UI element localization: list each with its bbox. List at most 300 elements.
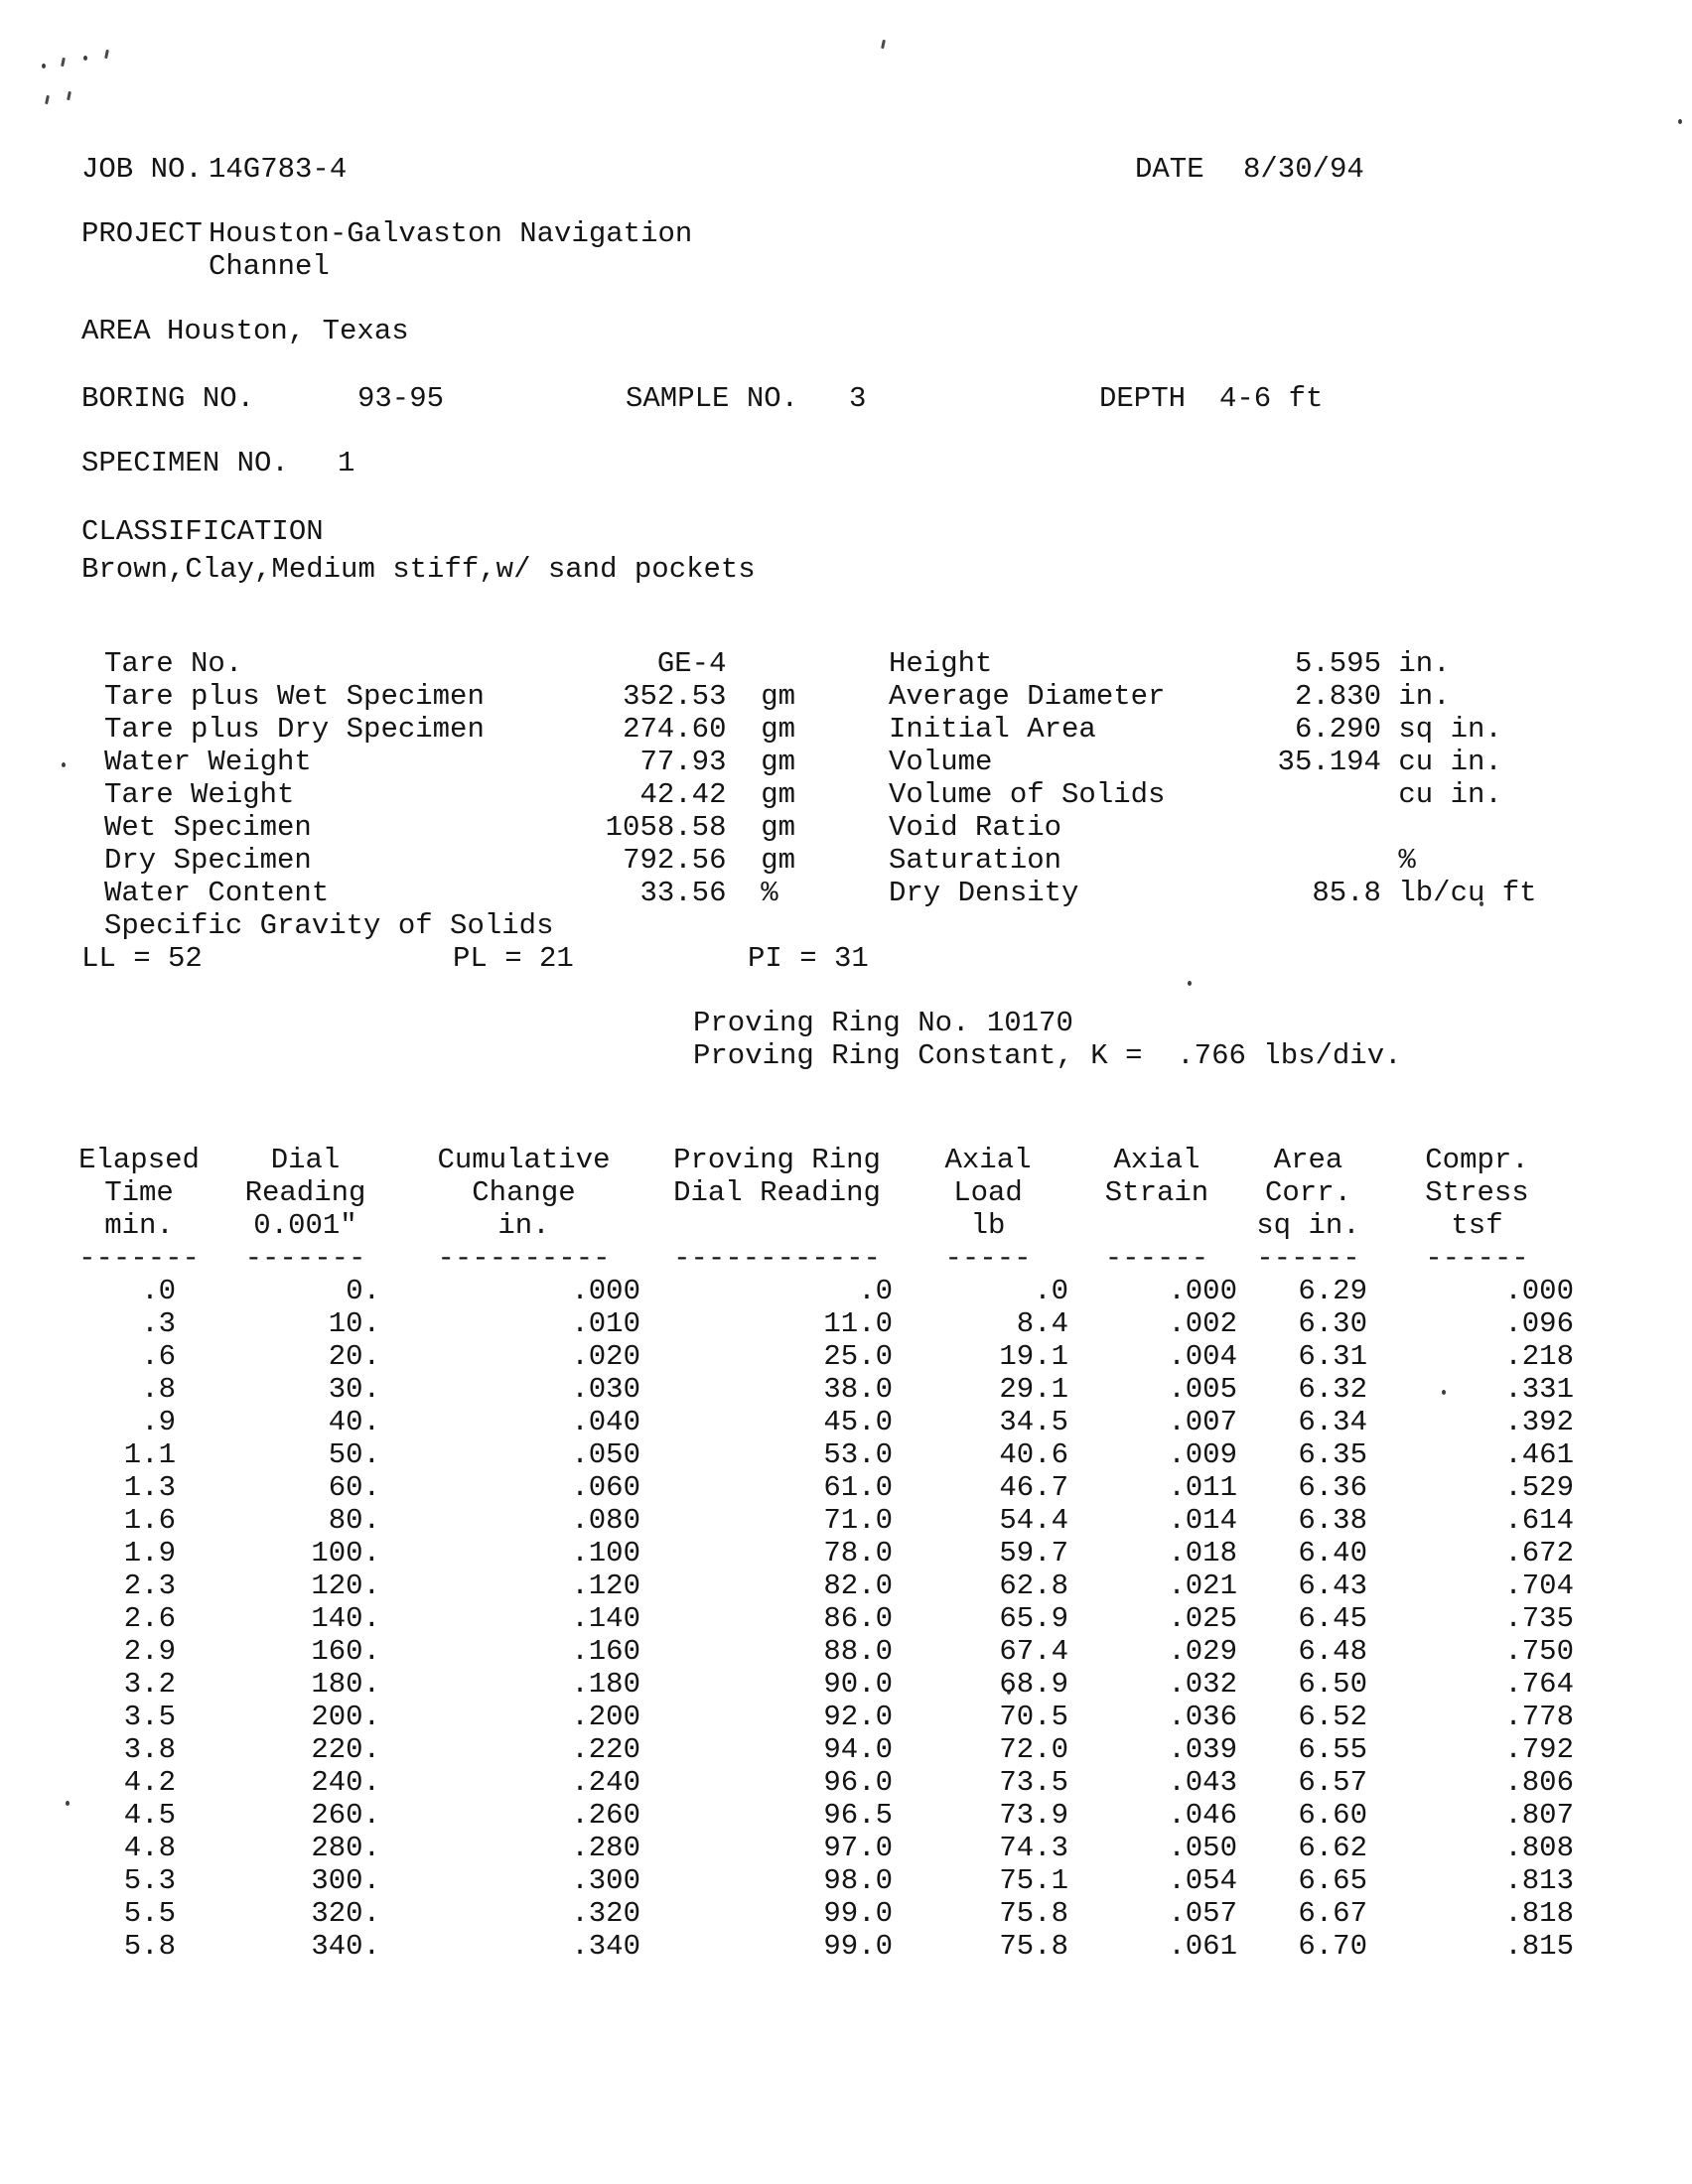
- table-row: [65, 1799, 1579, 1832]
- table-cell: 59.7: [999, 1537, 1068, 1570]
- table-separator-row: [65, 1242, 1579, 1275]
- table-cell: 6.60: [1298, 1799, 1367, 1832]
- table-cell: .060: [571, 1471, 640, 1504]
- table-cell: 92.0: [823, 1701, 893, 1733]
- table-cell: .080: [571, 1504, 640, 1537]
- table-cell: .735: [1504, 1602, 1574, 1635]
- table-cell: 80.: [328, 1504, 380, 1537]
- table-cell: .704: [1504, 1570, 1574, 1602]
- table-row: [65, 1701, 1579, 1733]
- measurement-row: [889, 647, 1537, 680]
- table-cell: .061: [1168, 1930, 1237, 1963]
- proving-ring-no-label: Proving Ring No.: [693, 1007, 970, 1039]
- table-cell: .280: [571, 1832, 640, 1864]
- sample-no-label: SAMPLE NO.: [626, 382, 799, 415]
- table-cell: 73.9: [999, 1799, 1068, 1832]
- table-cell: 6.38: [1298, 1504, 1367, 1537]
- table-cell: .011: [1168, 1471, 1237, 1504]
- table-cell: .160: [571, 1635, 640, 1668]
- measurement-value: [1165, 811, 1381, 844]
- table-cell: 45.0: [823, 1406, 893, 1438]
- table-cell: 6.34: [1298, 1406, 1367, 1438]
- table-separator-cell: -----: [944, 1242, 1032, 1275]
- table-header-cell: Reading: [244, 1176, 366, 1209]
- project-value-line1: Houston-Galvaston Navigation: [209, 217, 693, 250]
- table-cell: 71.0: [823, 1504, 893, 1537]
- table-cell: 96.0: [823, 1766, 893, 1799]
- measurement-label: Saturation: [889, 844, 1062, 877]
- table-cell: 73.5: [999, 1766, 1068, 1799]
- table-cell: .461: [1504, 1438, 1574, 1471]
- table-cell: .120: [571, 1570, 640, 1602]
- table-cell: 200.: [311, 1701, 380, 1733]
- scan-speck: [67, 91, 71, 100]
- table-cell: .040: [571, 1406, 640, 1438]
- table-cell: 1.9: [123, 1537, 176, 1570]
- table-separator-cell: -------: [244, 1242, 366, 1275]
- table-cell: .529: [1504, 1471, 1574, 1504]
- table-cell: .218: [1504, 1340, 1574, 1373]
- measurement-label: Dry Specimen: [104, 844, 312, 877]
- measurement-value: [1165, 844, 1381, 877]
- measurement-unit: gm: [761, 811, 796, 844]
- table-cell: 0.: [346, 1275, 380, 1307]
- measurement-unit: cu in.: [1398, 778, 1502, 811]
- table-cell: 100.: [311, 1537, 380, 1570]
- measurement-label: Water Content: [104, 877, 330, 909]
- measurement-unit: gm: [761, 680, 796, 713]
- table-header-cell: Time: [104, 1176, 174, 1209]
- pl-group: [453, 942, 574, 975]
- measurement-unit: in.: [1398, 680, 1451, 713]
- table-cell: .815: [1504, 1930, 1574, 1963]
- table-separator-cell: ------: [1425, 1242, 1529, 1275]
- table-header-row: [65, 1144, 1579, 1176]
- date-value: 8/30/94: [1243, 153, 1364, 186]
- table-cell: .200: [571, 1701, 640, 1733]
- measurement-value: [1165, 778, 1381, 811]
- measurements-left-column: [104, 647, 795, 942]
- table-header-cell: Load: [953, 1176, 1023, 1209]
- table-cell: 220.: [311, 1733, 380, 1766]
- measurement-value: [553, 909, 726, 942]
- table-cell: .340: [571, 1930, 640, 1963]
- table-row: [65, 1864, 1579, 1897]
- table-cell: 90.0: [823, 1668, 893, 1701]
- measurement-value: 6.290: [1294, 713, 1381, 746]
- table-cell: 6.40: [1298, 1537, 1367, 1570]
- table-header-cell: in.: [497, 1209, 550, 1242]
- table-cell: 2.9: [123, 1635, 176, 1668]
- table-cell: .792: [1504, 1733, 1574, 1766]
- scan-speck: [1678, 119, 1682, 124]
- measurement-unit: gm: [761, 713, 796, 746]
- table-cell: .614: [1504, 1504, 1574, 1537]
- table-header-cell: Compr.: [1425, 1144, 1529, 1176]
- table-cell: 180.: [311, 1668, 380, 1701]
- table-cell: .0: [858, 1275, 893, 1307]
- table-row: [65, 1438, 1579, 1471]
- table-cell: .039: [1168, 1733, 1237, 1766]
- proving-ring-no-value: 10170: [986, 1007, 1073, 1039]
- table-cell: 94.0: [823, 1733, 893, 1766]
- table-cell: 140.: [311, 1602, 380, 1635]
- table-header-cell: Axial: [1113, 1144, 1200, 1176]
- table-separator-cell: ------------: [673, 1242, 881, 1275]
- measurement-label: Initial Area: [889, 713, 1096, 746]
- measurement-unit: %: [1398, 844, 1416, 877]
- classification-value: Brown,Clay,Medium stiff,w/ sand pockets: [81, 553, 756, 586]
- measurement-label: Water Weight: [104, 746, 312, 778]
- table-cell: 5.3: [123, 1864, 176, 1897]
- table-cell: 20.: [328, 1340, 380, 1373]
- table-cell: 75.8: [999, 1930, 1068, 1963]
- measurement-row: [889, 844, 1537, 877]
- table-cell: 4.5: [123, 1799, 176, 1832]
- measurement-row: [889, 680, 1537, 713]
- pl-value: 21: [539, 942, 574, 975]
- table-cell: 38.0: [823, 1373, 893, 1406]
- table-cell: 1.3: [123, 1471, 176, 1504]
- project-value-line2: Channel: [209, 250, 330, 283]
- table-cell: 5.8: [123, 1930, 176, 1963]
- table-cell: 6.36: [1298, 1471, 1367, 1504]
- table-cell: .057: [1168, 1897, 1237, 1930]
- table-cell: .000: [1168, 1275, 1237, 1307]
- table-cell: .030: [571, 1373, 640, 1406]
- table-cell: 4.8: [123, 1832, 176, 1864]
- measurement-row: [889, 877, 1537, 909]
- pi-group: [748, 942, 869, 975]
- table-cell: 60.: [328, 1471, 380, 1504]
- table-header-cell: Axial: [944, 1144, 1032, 1176]
- table-cell: .806: [1504, 1766, 1574, 1799]
- table-cell: .009: [1168, 1438, 1237, 1471]
- table-row: [65, 1307, 1579, 1340]
- table-cell: .320: [571, 1897, 640, 1930]
- table-cell: .004: [1168, 1340, 1237, 1373]
- table-cell: 78.0: [823, 1537, 893, 1570]
- table-row: [65, 1406, 1579, 1438]
- table-cell: 53.0: [823, 1438, 893, 1471]
- table-cell: .0: [1034, 1275, 1068, 1307]
- table-header-row: [65, 1209, 1579, 1242]
- measurement-unit: gm: [761, 778, 796, 811]
- measurement-row: [104, 844, 795, 877]
- measurement-row: [104, 778, 795, 811]
- measurement-label: Tare plus Wet Specimen: [104, 680, 485, 713]
- table-row: [65, 1602, 1579, 1635]
- table-cell: 88.0: [823, 1635, 893, 1668]
- table-cell: 61.0: [823, 1471, 893, 1504]
- table-cell: 3.5: [123, 1701, 176, 1733]
- table-cell: .6: [141, 1340, 176, 1373]
- table-cell: 10.: [328, 1307, 380, 1340]
- measurement-row: [104, 647, 795, 680]
- table-cell: .096: [1504, 1307, 1574, 1340]
- table-cell: 11.0: [823, 1307, 893, 1340]
- table-cell: .672: [1504, 1537, 1574, 1570]
- area-value: Houston, Texas: [167, 315, 409, 347]
- measurement-value: GE-4: [656, 647, 727, 680]
- table-row: [65, 1897, 1579, 1930]
- measurement-label: Wet Specimen: [104, 811, 312, 844]
- measurement-row: [889, 811, 1537, 844]
- table-header-cell: Cumulative: [437, 1144, 611, 1176]
- table-cell: 6.35: [1298, 1438, 1367, 1471]
- scan-speck: [881, 40, 886, 49]
- scan-speck: [62, 762, 66, 767]
- table-cell: 82.0: [823, 1570, 893, 1602]
- readings-table: [65, 1144, 1579, 1963]
- table-cell: .046: [1168, 1799, 1237, 1832]
- table-cell: 6.52: [1298, 1701, 1367, 1733]
- table-cell: .100: [571, 1537, 640, 1570]
- measurement-row: [104, 746, 795, 778]
- table-header-cell: Stress: [1425, 1176, 1529, 1209]
- table-header-cell: Dial: [270, 1144, 341, 1176]
- table-cell: 6.55: [1298, 1733, 1367, 1766]
- table-cell: .000: [1504, 1275, 1574, 1307]
- table-cell: 54.4: [999, 1504, 1068, 1537]
- job-no-value: 14G783-4: [209, 153, 348, 186]
- pl-label: PL =: [453, 942, 522, 975]
- ll-value: 52: [168, 942, 203, 975]
- table-cell: .025: [1168, 1602, 1237, 1635]
- table-cell: 6.32: [1298, 1373, 1367, 1406]
- table-cell: 8.4: [1016, 1307, 1068, 1340]
- table-cell: .020: [571, 1340, 640, 1373]
- job-no-label: JOB NO.: [81, 153, 203, 186]
- table-cell: 46.7: [999, 1471, 1068, 1504]
- table-header-cell: min.: [104, 1209, 174, 1242]
- table-cell: .813: [1504, 1864, 1574, 1897]
- table-cell: .018: [1168, 1537, 1237, 1570]
- table-cell: 6.70: [1298, 1930, 1367, 1963]
- depth-value: 4-6 ft: [1219, 382, 1324, 415]
- measurement-value: 274.60: [623, 713, 727, 746]
- table-cell: .050: [1168, 1832, 1237, 1864]
- table-cell: .010: [571, 1307, 640, 1340]
- table-cell: 1.6: [123, 1504, 176, 1537]
- table-cell: .032: [1168, 1668, 1237, 1701]
- table-cell: 240.: [311, 1766, 380, 1799]
- table-cell: 2.6: [123, 1602, 176, 1635]
- table-cell: .180: [571, 1668, 640, 1701]
- measurement-value: 352.53: [623, 680, 727, 713]
- table-cell: 3.8: [123, 1733, 176, 1766]
- table-cell: 70.5: [999, 1701, 1068, 1733]
- table-cell: 86.0: [823, 1602, 893, 1635]
- measurement-value: 77.93: [639, 746, 727, 778]
- table-cell: 68.9: [999, 1668, 1068, 1701]
- table-cell: 72.0: [999, 1733, 1068, 1766]
- table-cell: .9: [141, 1406, 176, 1438]
- table-cell: .392: [1504, 1406, 1574, 1438]
- table-header-cell: Corr.: [1264, 1176, 1351, 1209]
- table-cell: 99.0: [823, 1930, 893, 1963]
- table-cell: .005: [1168, 1373, 1237, 1406]
- table-row: [65, 1832, 1579, 1864]
- table-cell: 300.: [311, 1864, 380, 1897]
- table-cell: .014: [1168, 1504, 1237, 1537]
- table-cell: 6.43: [1298, 1570, 1367, 1602]
- table-cell: .300: [571, 1864, 640, 1897]
- table-cell: 96.5: [823, 1799, 893, 1832]
- table-cell: .043: [1168, 1766, 1237, 1799]
- measurement-unit: gm: [761, 844, 796, 877]
- measurement-row: [889, 778, 1537, 811]
- table-cell: .778: [1504, 1701, 1574, 1733]
- scan-speck: [45, 95, 50, 104]
- table-cell: 6.30: [1298, 1307, 1367, 1340]
- table-cell: .050: [571, 1438, 640, 1471]
- proving-ring-constant-label: Proving Ring Constant, K =: [693, 1039, 1143, 1072]
- measurement-unit: lb/cu ft: [1398, 877, 1537, 909]
- measurement-value: 2.830: [1294, 680, 1381, 713]
- measurement-unit: gm: [761, 746, 796, 778]
- table-cell: .220: [571, 1733, 640, 1766]
- table-cell: 260.: [311, 1799, 380, 1832]
- table-cell: 3.2: [123, 1668, 176, 1701]
- table-header-cell: Elapsed: [78, 1144, 200, 1176]
- measurement-row: [889, 746, 1537, 778]
- table-header-cell: Proving Ring: [673, 1144, 881, 1176]
- table-separator-cell: ----------: [437, 1242, 611, 1275]
- table-header-cell: Change: [472, 1176, 576, 1209]
- table-separator-cell: ------: [1256, 1242, 1360, 1275]
- proving-ring-no-line: [693, 1007, 1073, 1039]
- measurement-row: [104, 680, 795, 713]
- table-header-cell: [650, 1209, 904, 1242]
- measurement-value: 5.595: [1294, 647, 1381, 680]
- table-cell: .331: [1504, 1373, 1574, 1406]
- scan-speck: [61, 58, 66, 67]
- table-header-cell: Dial Reading: [673, 1176, 881, 1209]
- table-cell: .140: [571, 1602, 640, 1635]
- measurement-label: Tare Weight: [104, 778, 295, 811]
- table-cell: 2.3: [123, 1570, 176, 1602]
- table-cell: 6.67: [1298, 1897, 1367, 1930]
- table-cell: 6.48: [1298, 1635, 1367, 1668]
- table-header-cell: Strain: [1104, 1176, 1209, 1209]
- proving-ring-constant-line: [693, 1039, 1402, 1072]
- measurement-row: [889, 713, 1537, 746]
- measurement-value: 792.56: [623, 844, 727, 877]
- table-row: [65, 1930, 1579, 1963]
- table-row: [65, 1668, 1579, 1701]
- area-label: AREA: [81, 315, 151, 347]
- table-row: [65, 1570, 1579, 1602]
- table-row: [65, 1733, 1579, 1766]
- table-row: [65, 1635, 1579, 1668]
- table-cell: 65.9: [999, 1602, 1068, 1635]
- table-cell: .3: [141, 1307, 176, 1340]
- table-cell: .000: [571, 1275, 640, 1307]
- table-cell: .818: [1504, 1897, 1574, 1930]
- table-cell: .036: [1168, 1701, 1237, 1733]
- scan-speck: [83, 56, 87, 61]
- table-cell: 62.8: [999, 1570, 1068, 1602]
- table-cell: 50.: [328, 1438, 380, 1471]
- measurement-value: 35.194: [1277, 746, 1381, 778]
- table-cell: 19.1: [999, 1340, 1068, 1373]
- measurement-unit: sq in.: [1398, 713, 1502, 746]
- table-cell: .002: [1168, 1307, 1237, 1340]
- table-row: [65, 1766, 1579, 1799]
- measurement-label: Dry Density: [889, 877, 1079, 909]
- table-separator-cell: -------: [78, 1242, 200, 1275]
- table-cell: .240: [571, 1766, 640, 1799]
- measurement-row: [104, 909, 795, 942]
- table-cell: 1.1: [123, 1438, 176, 1471]
- table-row: [65, 1471, 1579, 1504]
- table-row: [65, 1275, 1579, 1307]
- measurement-label: Average Diameter: [889, 680, 1166, 713]
- table-cell: 340.: [311, 1930, 380, 1963]
- ll-group: [81, 942, 203, 975]
- table-cell: 75.8: [999, 1897, 1068, 1930]
- measurement-value: 85.8: [1312, 877, 1381, 909]
- sample-no-value: 3: [849, 382, 867, 415]
- table-cell: .054: [1168, 1864, 1237, 1897]
- measurement-value: 1058.58: [605, 811, 727, 844]
- table-header-row: [65, 1176, 1579, 1209]
- table-cell: 6.65: [1298, 1864, 1367, 1897]
- specimen-no-label: SPECIMEN NO.: [81, 447, 289, 479]
- table-cell: 40.: [328, 1406, 380, 1438]
- table-cell: 67.4: [999, 1635, 1068, 1668]
- table-separator-cell: ------: [1104, 1242, 1209, 1275]
- table-cell: 6.57: [1298, 1766, 1367, 1799]
- table-row: [65, 1373, 1579, 1406]
- table-cell: 6.31: [1298, 1340, 1367, 1373]
- table-cell: 280.: [311, 1832, 380, 1864]
- table-row: [65, 1537, 1579, 1570]
- table-cell: 75.1: [999, 1864, 1068, 1897]
- measurement-row: [104, 811, 795, 844]
- pi-value: 31: [834, 942, 869, 975]
- measurement-label: Specific Gravity of Solids: [104, 909, 554, 942]
- table-header-cell: tsf: [1451, 1209, 1503, 1242]
- measurement-label: Tare No.: [104, 647, 243, 680]
- measurement-label: Height: [889, 647, 993, 680]
- table-cell: 320.: [311, 1897, 380, 1930]
- table-cell: 6.29: [1298, 1275, 1367, 1307]
- table-header-cell: [1072, 1209, 1241, 1242]
- table-cell: .260: [571, 1799, 640, 1832]
- table-cell: .750: [1504, 1635, 1574, 1668]
- specimen-no-value: 1: [338, 447, 355, 479]
- table-cell: 4.2: [123, 1766, 176, 1799]
- boring-no-label: BORING NO.: [81, 382, 255, 415]
- scan-speck: [104, 50, 109, 59]
- table-cell: 99.0: [823, 1897, 893, 1930]
- table-cell: 6.50: [1298, 1668, 1367, 1701]
- table-cell: 98.0: [823, 1864, 893, 1897]
- measurement-label: Volume: [889, 746, 993, 778]
- scan-speck: [42, 64, 46, 68]
- table-cell: 25.0: [823, 1340, 893, 1373]
- scan-speck: [1188, 981, 1192, 986]
- date-label: DATE: [1135, 153, 1204, 186]
- project-label: PROJECT: [81, 217, 203, 250]
- table-header-cell: lb: [970, 1209, 1006, 1242]
- table-cell: 74.3: [999, 1832, 1068, 1864]
- table-row: [65, 1504, 1579, 1537]
- measurements-right-column: [889, 647, 1537, 909]
- table-cell: .764: [1504, 1668, 1574, 1701]
